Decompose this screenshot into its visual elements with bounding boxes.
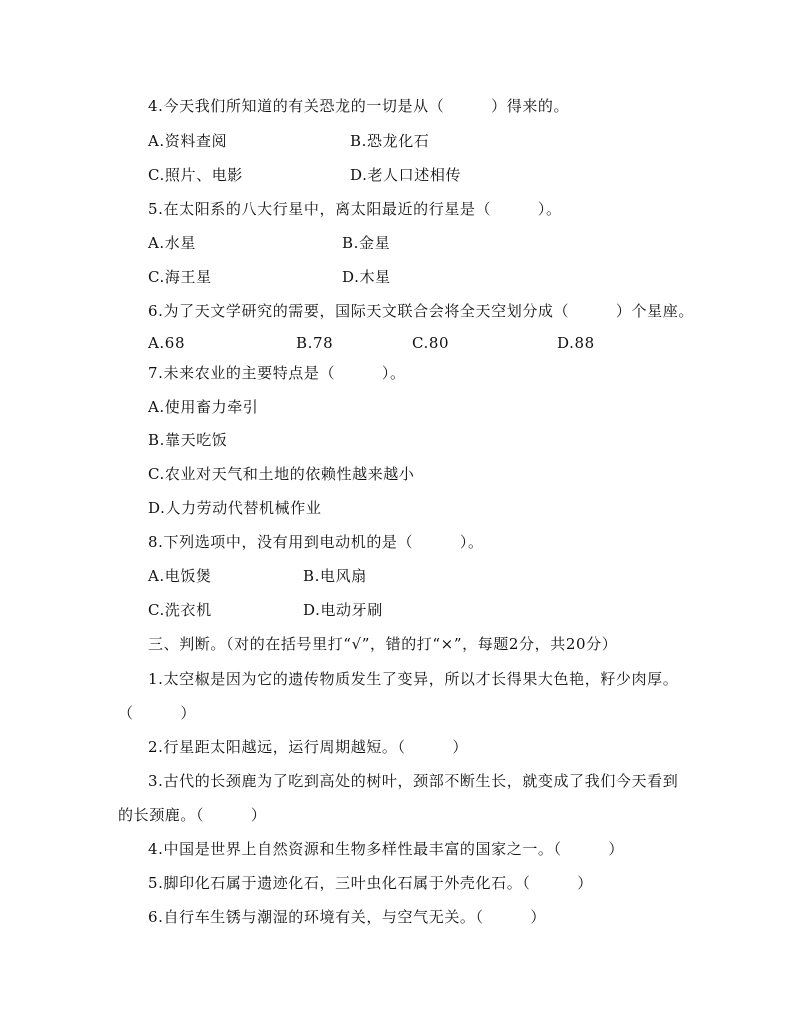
question-6-stem: 6.为了天文学研究的需要，国际天文联合会将全天空划分成（ ）个星座。 <box>148 302 694 320</box>
question-6-option-a: A.68 <box>148 334 186 352</box>
question-7-stem: 7.未来农业的主要特点是（ ）。 <box>148 364 406 382</box>
question-5-stem: 5.在太阳系的八大行星中，离太阳最近的行星是（ ）。 <box>148 200 562 218</box>
question-7-option-a: A.使用畜力牵引 <box>148 398 259 416</box>
question-8-option-a: A.电饭煲 <box>148 567 212 585</box>
question-6-option-b: B.78 <box>296 334 334 352</box>
question-4-option-d: D.老人口述相传 <box>350 166 462 184</box>
question-5-option-d: D.木星 <box>342 268 391 286</box>
question-8-stem: 8.下列选项中，没有用到电动机的是（ ）。 <box>148 533 484 551</box>
question-7-option-b: B.靠天吃饭 <box>148 431 228 449</box>
judgment-1-line-1: 1.太空椒是因为它的遗传物质发生了变异，所以才长得果大色艳，籽少肉厚。 <box>148 670 679 688</box>
section-3-heading: 三、判断。（对的在括号里打“√”，错的打“×”，每题2分，共20分） <box>148 635 618 653</box>
question-5-option-b: B.金星 <box>342 234 391 252</box>
question-4-option-b: B.恐龙化石 <box>350 132 430 150</box>
judgment-1-line-2: （ ） <box>118 704 197 722</box>
judgment-5: 5.脚印化石属于遗迹化石，三叶虫化石属于外壳化石。（ ） <box>148 874 593 892</box>
question-5-option-c: C.海王星 <box>148 268 212 286</box>
question-7-option-c: C.农业对天气和土地的依赖性越来越小 <box>148 465 415 483</box>
question-6-option-d: D.88 <box>557 334 595 352</box>
question-6-option-c: C.80 <box>412 334 450 352</box>
question-7-option-d: D.人力劳动代替机械作业 <box>148 499 322 517</box>
judgment-3-line-1: 3.古代的长颈鹿为了吃到高处的树叶，颈部不断生长，就变成了我们今天看到 <box>148 772 679 790</box>
judgment-6: 6.自行车生锈与潮湿的环境有关，与空气无关。（ ） <box>148 908 547 926</box>
question-4-stem: 4.今天我们所知道的有关恐龙的一切是从（ ）得来的。 <box>148 97 570 115</box>
question-8-option-b: B.电风扇 <box>303 567 367 585</box>
question-8-option-c: C.洗衣机 <box>148 601 212 619</box>
question-5-option-a: A.水星 <box>148 234 197 252</box>
judgment-3-line-2: 的长颈鹿。（ ） <box>118 806 267 824</box>
judgment-4: 4.中国是世界上自然资源和生物多样性最丰富的国家之一。（ ） <box>148 840 625 858</box>
question-4-option-a: A.资料查阅 <box>148 132 228 150</box>
question-4-option-c: C.照片、电影 <box>148 166 243 184</box>
judgment-2: 2.行星距太阳越远，运行周期越短。（ ） <box>148 738 469 756</box>
question-8-option-d: D.电动牙刷 <box>303 601 383 619</box>
